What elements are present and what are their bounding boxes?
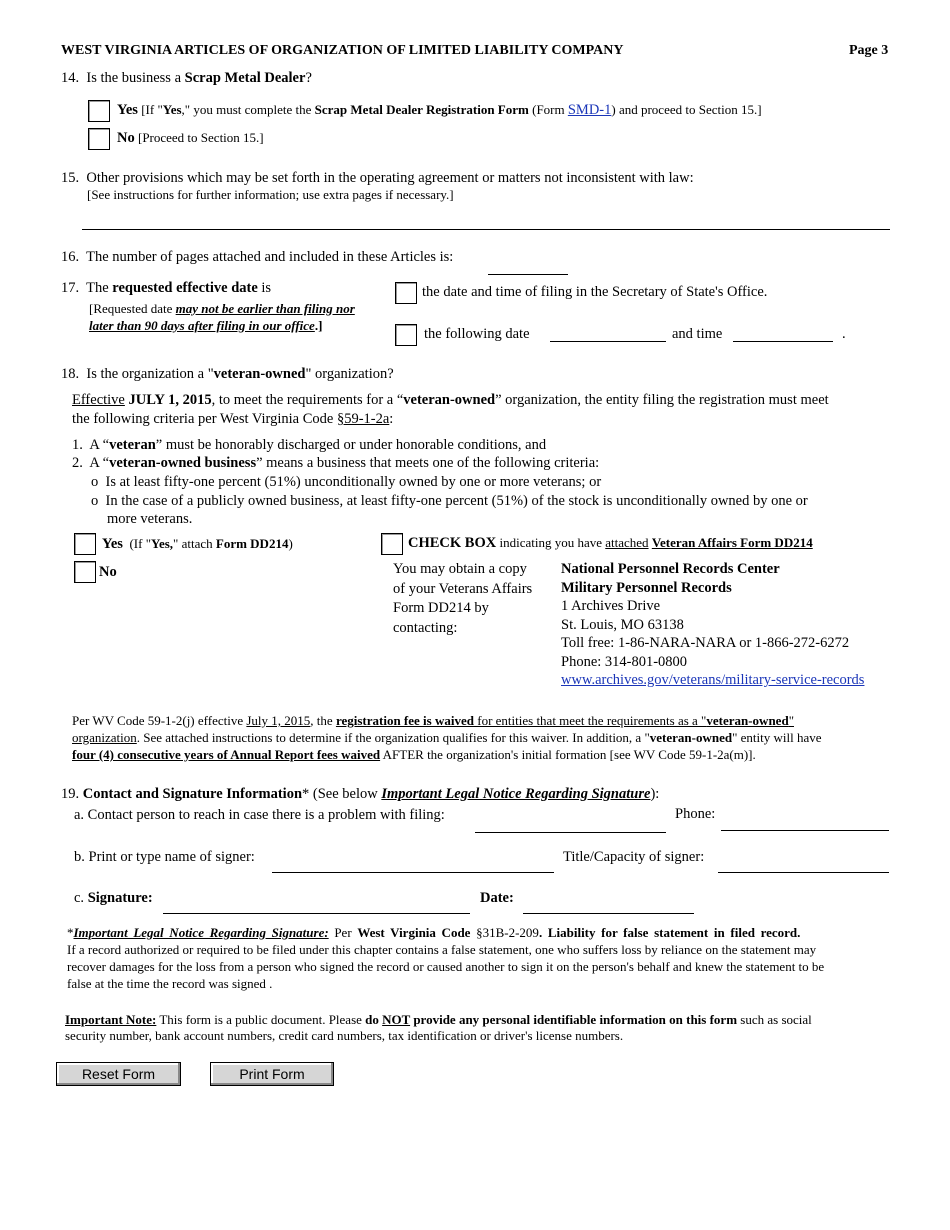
q17-option-following-date: the following date bbox=[424, 326, 530, 342]
signer-title-field[interactable] bbox=[718, 872, 889, 873]
legal-notice-line3: recover damages for the loss from a person who signed the record or caused another to sign it on the person's behalf and knew the statement to be bbox=[67, 959, 825, 974]
q18-no-label: No bbox=[99, 564, 117, 580]
signer-name-label: b. Print or type name of signer: bbox=[74, 849, 255, 865]
q18-criteria-1: 1. A “veteran” must be honorably discharged or under honorable conditions, and bbox=[72, 437, 547, 453]
q17-and-time-label: and time bbox=[672, 326, 723, 342]
q17-time-field[interactable] bbox=[733, 341, 833, 342]
q18-sub-criteria-2: o In the case of a publicly owned business, at least fifty-one percent (51%) of the stock is unconditionally owned by one or bbox=[91, 493, 808, 509]
q17-date-field[interactable] bbox=[550, 341, 666, 342]
phone-field[interactable] bbox=[721, 830, 889, 831]
important-note-line1: Important Note: This form is a public document. Please do NOT provide any personal identifiable information on this form such as social bbox=[65, 1012, 812, 1027]
signer-title-label: Title/Capacity of signer: bbox=[563, 849, 705, 865]
records-center-address: National Personnel Records Center Military Personnel Records 1 Archives Drive St. Louis, MO 63138 Toll free: 1-86-NARA-NARA or 1-866-272-6272 Phone: 314-801-0800 www.archives.gov/veterans/military-service-records bbox=[561, 561, 865, 688]
legal-notice-line2: If a record authorized or required to be filed under this chapter contains a false statement, one who suffers loss by reliance on the statement may bbox=[67, 942, 817, 957]
archives-url-link[interactable]: www.archives.gov/veterans/military-service-records bbox=[561, 672, 865, 688]
q15-question: 15. Other provisions which may be set forth in the operating agreement or matters not inconsistent with law: bbox=[61, 170, 694, 186]
signer-name-field[interactable] bbox=[272, 872, 554, 873]
contact-person-field[interactable] bbox=[475, 832, 666, 833]
q17-question: 17. The requested effective date is bbox=[61, 280, 272, 296]
q18-yes-checkbox[interactable] bbox=[74, 533, 96, 555]
print-form-button[interactable]: Print Form bbox=[210, 1062, 334, 1086]
q18-requirements-line2: the following criteria per West Virginia Code §59-1-2a: bbox=[72, 411, 394, 427]
smd-1-link[interactable]: SMD-1 bbox=[567, 102, 612, 118]
q14-question: 14. Is the business a Scrap Metal Dealer? bbox=[61, 70, 312, 86]
q15-provisions-field[interactable] bbox=[82, 229, 890, 230]
q18-criteria-2: 2. A “veteran-owned business” means a business that meets one of the following criteria: bbox=[72, 455, 600, 471]
fee-waiver-line1: Per WV Code 59-1-2(j) effective July 1, 2015, the registration fee is waived for entities that meet the requirements as a "veteran-owned" bbox=[72, 713, 794, 728]
form-title: WEST VIRGINIA ARTICLES OF ORGANIZATION OF LIMITED LIABILITY COMPANY bbox=[61, 43, 624, 58]
q14-yes-checkbox[interactable] bbox=[88, 100, 110, 122]
wv-code-link[interactable]: §59-1-2a bbox=[336, 411, 390, 427]
q14-no-option: No [Proceed to Section 15.] bbox=[117, 130, 264, 146]
q17-following-date-checkbox[interactable] bbox=[395, 324, 417, 346]
q16-question: 16. The number of pages attached and included in these Articles is: bbox=[61, 249, 454, 265]
q18-sub-criteria-1: o Is at least fifty-one percent (51%) unconditionally owned by one or more veterans; or bbox=[91, 474, 602, 490]
q18-yes-option: Yes (If "Yes," attach Form DD214) bbox=[102, 536, 293, 552]
legal-notice-line1: *Important Legal Notice Regarding Signature: Per West Virginia Code §31B-2-209. Liability for false statement in filed record. bbox=[67, 925, 801, 940]
signature-field[interactable] bbox=[163, 913, 470, 914]
q17-period: . bbox=[842, 326, 846, 342]
q18-question: 18. Is the organization a "veteran-owned" organization? bbox=[61, 366, 394, 382]
legal-notice-line4: false at the time the record was signed . bbox=[67, 976, 273, 991]
q17-filing-date-checkbox[interactable] bbox=[395, 282, 417, 304]
page-number: Page 3 bbox=[849, 43, 889, 58]
q14-no-checkbox[interactable] bbox=[88, 128, 110, 150]
date-field[interactable] bbox=[523, 913, 694, 914]
q15-note: [See instructions for further information; use extra pages if necessary.] bbox=[87, 187, 454, 202]
q14-yes-option: Yes [If "Yes," you must complete the Scrap Metal Dealer Registration Form (Form SMD-1) and proceed to Section 15.] bbox=[117, 102, 762, 118]
reset-form-button[interactable]: Reset Form bbox=[56, 1062, 181, 1086]
q18-requirements-line1: Effective JULY 1, 2015, to meet the requirements for a “veteran-owned” organization, the entity filing the registration must meet bbox=[72, 392, 829, 408]
date-label: Date: bbox=[480, 890, 514, 906]
important-note-line2: security number, bank account numbers, credit card numbers, tax identification or driver's license numbers. bbox=[65, 1028, 624, 1043]
contact-person-label: a. Contact person to reach in case there is a problem with filing: bbox=[74, 807, 445, 823]
q17-note-line1: [Requested date may not be earlier than filing nor bbox=[89, 301, 355, 316]
q16-pages-field[interactable] bbox=[488, 274, 568, 275]
dd214-check-label: CHECK BOX indicating you have attached Veteran Affairs Form DD214 bbox=[408, 535, 813, 551]
signature-label: c. Signature: bbox=[74, 890, 153, 906]
dd214-obtain-text: You may obtain a copy of your Veterans Affairs Form DD214 by contacting: bbox=[393, 561, 533, 636]
q18-sub-criteria-2-cont: more veterans. bbox=[107, 511, 193, 527]
fee-waiver-line2: organization. See attached instructions to determine if the organization qualifies for this waiver. In addition, a "veteran-owned" entity will have bbox=[72, 730, 822, 745]
phone-label: Phone: bbox=[675, 806, 716, 822]
q18-no-checkbox[interactable] bbox=[74, 561, 96, 583]
dd214-attached-checkbox[interactable] bbox=[381, 533, 403, 555]
q17-option-filing-date: the date and time of filing in the Secretary of State's Office. bbox=[422, 284, 768, 300]
fee-waiver-line3: four (4) consecutive years of Annual Report fees waived AFTER the organization's initial formation [see WV Code 59-1-2a(m)]. bbox=[72, 747, 756, 762]
q17-note-line2: later than 90 days after filing in our office.] bbox=[89, 318, 323, 333]
q19-heading: 19. Contact and Signature Information* (See below Important Legal Notice Regarding Signature): bbox=[61, 786, 660, 802]
